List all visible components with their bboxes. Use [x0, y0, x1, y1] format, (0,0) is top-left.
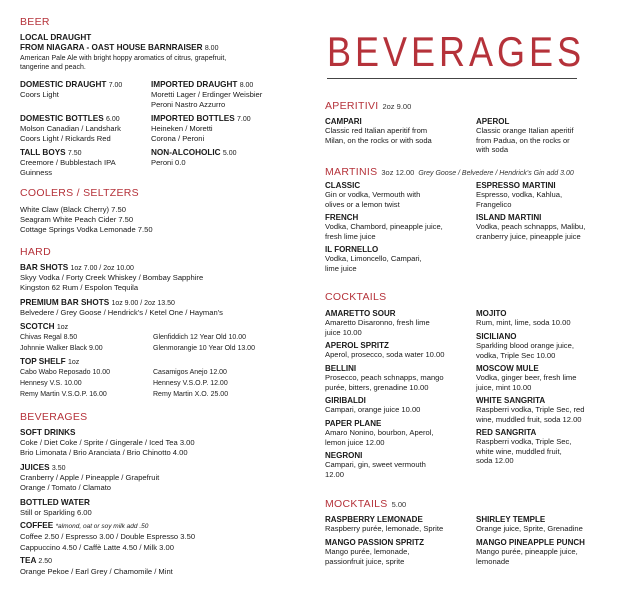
tall-boys-heading: TALL BOYS 7.50	[20, 148, 82, 157]
menu-item: BELLINI Prosecco, peach schnapps, mango purée, bitters, grenadine 10.00	[325, 364, 444, 392]
section-cocktails-header: COCKTAILS	[325, 291, 387, 303]
domestic-draught-items: Coors Light	[20, 90, 59, 99]
menu-item: SICILIANO Sparkling blood orange juice, vodka, Triple Sec 10.00	[476, 332, 574, 360]
section-martinis-header: MARTINIS 3oz 12.00 Grey Goose / Belvedere / Hendrick's Gin add 3.00	[325, 166, 574, 178]
menu-item: RASPBERRY LEMONADE Raspberry purée, lemonade, Sprite	[325, 515, 444, 534]
menu-item: PAPER PLANE Amaro Nonino, bourbon, Aperol, lemon juice 12.00	[325, 419, 434, 447]
domestic-bottles-items: Molson Canadian / Landshark	[20, 124, 121, 133]
menu-item: MOJITO Rum, mint, lime, soda 10.00	[476, 309, 571, 328]
premium-shots-items: Belvedere / Grey Goose / Hendrick's / Ketel One / Hayman's	[20, 308, 223, 317]
juices-heading: JUICES 3.50	[20, 463, 66, 472]
imported-bottles-items2: Corona / Peroni	[151, 134, 205, 143]
local-draught-desc2: tangerine and peach.	[20, 64, 86, 71]
section-beverages-header: BEVERAGES	[20, 411, 88, 423]
soft-drinks-items: Coke / Diet Coke / Sprite / Gingerale / Iced Tea 3.00	[20, 438, 195, 447]
imported-draught-heading: IMPORTED DRAUGHT 8.00	[151, 80, 254, 89]
section-hard-header: HARD	[20, 246, 51, 258]
menu-item: GIRIBALDI Campari, orange juice 10.00	[325, 396, 421, 415]
domestic-bottles-heading: DOMESTIC BOTTLES 6.00	[20, 114, 120, 123]
top-shelf-item: Cabo Wabo Reposado 10.00	[20, 369, 111, 376]
soft-drinks-heading: SOFT DRINKS	[20, 428, 76, 437]
menu-item: ESPRESSO MARTINI Espresso, vodka, Kahlua, Frangelico	[476, 181, 563, 209]
juices-items: Cranberry / Apple / Pineapple / Grapefruit	[20, 473, 160, 482]
non-alcoholic-items: Peroni 0.0	[151, 158, 186, 167]
bottled-water-heading: BOTTLED WATER	[20, 498, 90, 507]
bar-shots-heading: BAR SHOTS 1oz 7.00 / 2oz 10.00	[20, 263, 134, 272]
menu-item: AMARETTO SOUR Amaretto Disaronno, fresh lime juice 10.00	[325, 309, 430, 337]
juices-items2: Orange / Tomato / Clamato	[20, 483, 112, 492]
coffee-heading: COFFEE *almond, oat or soy milk add .50	[20, 521, 149, 530]
tall-boys-items: Creemore / Bubblestach IPA	[20, 158, 116, 167]
non-alcoholic-heading: NON-ALCOHOLIC 5.00	[151, 148, 237, 157]
imported-bottles-heading: IMPORTED BOTTLES 7.00	[151, 114, 251, 123]
section-beer-header: BEER	[20, 16, 50, 28]
scotch-item: Glenmorangie 10 Year Old 13.00	[153, 345, 255, 352]
top-shelf-item: Hennesy V.S.O.P. 12.00	[153, 380, 228, 387]
tea-heading: TEA 2.50	[20, 556, 52, 565]
section-coolers-header: COOLERS / SELTZERS	[20, 187, 139, 199]
menu-item: MOSCOW MULE Vodka, ginger beer, fresh lime juice, mint 10.00	[476, 364, 577, 392]
menu-item: SHIRLEY TEMPLE Orange juice, Sprite, Grenadine	[476, 515, 583, 534]
top-shelf-heading: TOP SHELF 1oz	[20, 357, 80, 366]
soft-drinks-items2: Brio Limonata / Brio Aranciata / Brio Chinotto 4.00	[20, 448, 188, 457]
menu-item: MANGO PINEAPPLE PUNCH Mango purée, pineapple juice, lemonade	[476, 538, 585, 566]
local-draught-desc: American Pale Ale with bright hoppy aromatics of citrus, grapefruit,	[20, 55, 227, 62]
coolers-item: Seagram White Peach Cider 7.50	[20, 215, 134, 224]
top-shelf-item: Remy Martin V.S.O.P. 16.00	[20, 391, 107, 398]
menu-item: IL FORNELLO Vodka, Limoncello, Campari, lime juice	[325, 245, 422, 273]
menu-item: MANGO PASSION SPRITZ Mango purée, lemonade, passionfruit juice, sprite	[325, 538, 424, 566]
tea-items: Orange Pekoe / Earl Grey / Chamomile / Mint	[20, 567, 173, 576]
menu-item: WHITE SANGRITA Raspberri vodka, Triple Sec, red wine, muddled fruit, soda 12.00	[476, 396, 585, 424]
section-mocktails-header: MOCKTAILS 5.00	[325, 498, 407, 510]
menu-item: NEGRONI Campari, gin, sweet vermouth 12.00	[325, 451, 426, 479]
local-draught-heading: LOCAL DRAUGHT	[20, 33, 92, 42]
bar-shots-items2: Kingston 62 Rum / Espolon Tequila	[20, 283, 139, 292]
menu-item: APEROL SPRITZ Aperol, prosecco, soda water 10.00	[325, 341, 445, 360]
page-title: BEVERAGES	[327, 28, 586, 76]
imported-bottles-items: Heineken / Moretti	[151, 124, 213, 133]
imported-draught-items2: Peroni Nastro Azzurro	[151, 100, 226, 109]
coffee-items: Coffee 2.50 / Espresso 3.00 / Double Espresso 3.50	[20, 532, 196, 541]
coffee-items2: Cappuccino 4.50 / Caffè Latte 4.50 / Milk 3.00	[20, 543, 174, 552]
scotch-item: Johnnie Walker Black 9.00	[20, 345, 103, 352]
menu-item: APEROL Classic orange Italian aperitif from Padua, on the rocks or with soda	[476, 117, 574, 155]
scotch-item: Glenfiddich 12 Year Old 10.00	[153, 334, 247, 341]
bar-shots-items: Skyy Vodka / Forty Creek Whiskey / Bombay Sapphire	[20, 273, 204, 282]
domestic-bottles-items2: Coors Light / Rickards Red	[20, 134, 111, 143]
coolers-item: Cottage Springs Vodka Lemonade 7.50	[20, 225, 153, 234]
scotch-heading: SCOTCH 1oz	[20, 322, 69, 331]
section-aperitivi-header: APERITIVI 2oz 9.00	[325, 100, 412, 112]
menu-item: CAMPARI Classic red Italian aperitif from Milan, on the rocks or with soda	[325, 117, 432, 145]
premium-shots-heading: PREMIUM BAR SHOTS 1oz 9.00 / 2oz 13.50	[20, 298, 175, 307]
bottled-water-items: Still or Sparkling 6.00	[20, 508, 92, 517]
local-draught-name: FROM NIAGARA - OAST HOUSE BARNRAISER 8.00	[20, 43, 219, 52]
menu-item: CLASSIC Gin or vodka, Vermouth with olives or a lemon twist	[325, 181, 421, 209]
imported-draught-items: Moretti Lager / Erdinger Weisbier	[151, 90, 263, 99]
title-divider	[327, 78, 577, 79]
menu-item: RED SANGRITA Raspberri vodka, Triple Sec, white wine, muddled fruit, soda 12.00	[476, 428, 572, 466]
top-shelf-item: Hennesy V.S. 10.00	[20, 380, 82, 387]
tall-boys-items2: Guinness	[20, 168, 53, 177]
scotch-item: Chivas Regal 8.50	[20, 334, 78, 341]
top-shelf-item: Casamigos Anejo 12.00	[153, 369, 227, 376]
domestic-draught-heading: DOMESTIC DRAUGHT 7.00	[20, 80, 123, 89]
coolers-item: White Claw (Black Cherry) 7.50	[20, 205, 126, 214]
menu-item: FRENCH Vodka, Chambord, pineapple juice, fresh lime juice	[325, 213, 443, 241]
top-shelf-item: Remy Martin X.O. 25.00	[153, 391, 229, 398]
menu-item: ISLAND MARTINI Vodka, peach schnapps, Malibu, cranberry juice, pineapple juice	[476, 213, 586, 241]
